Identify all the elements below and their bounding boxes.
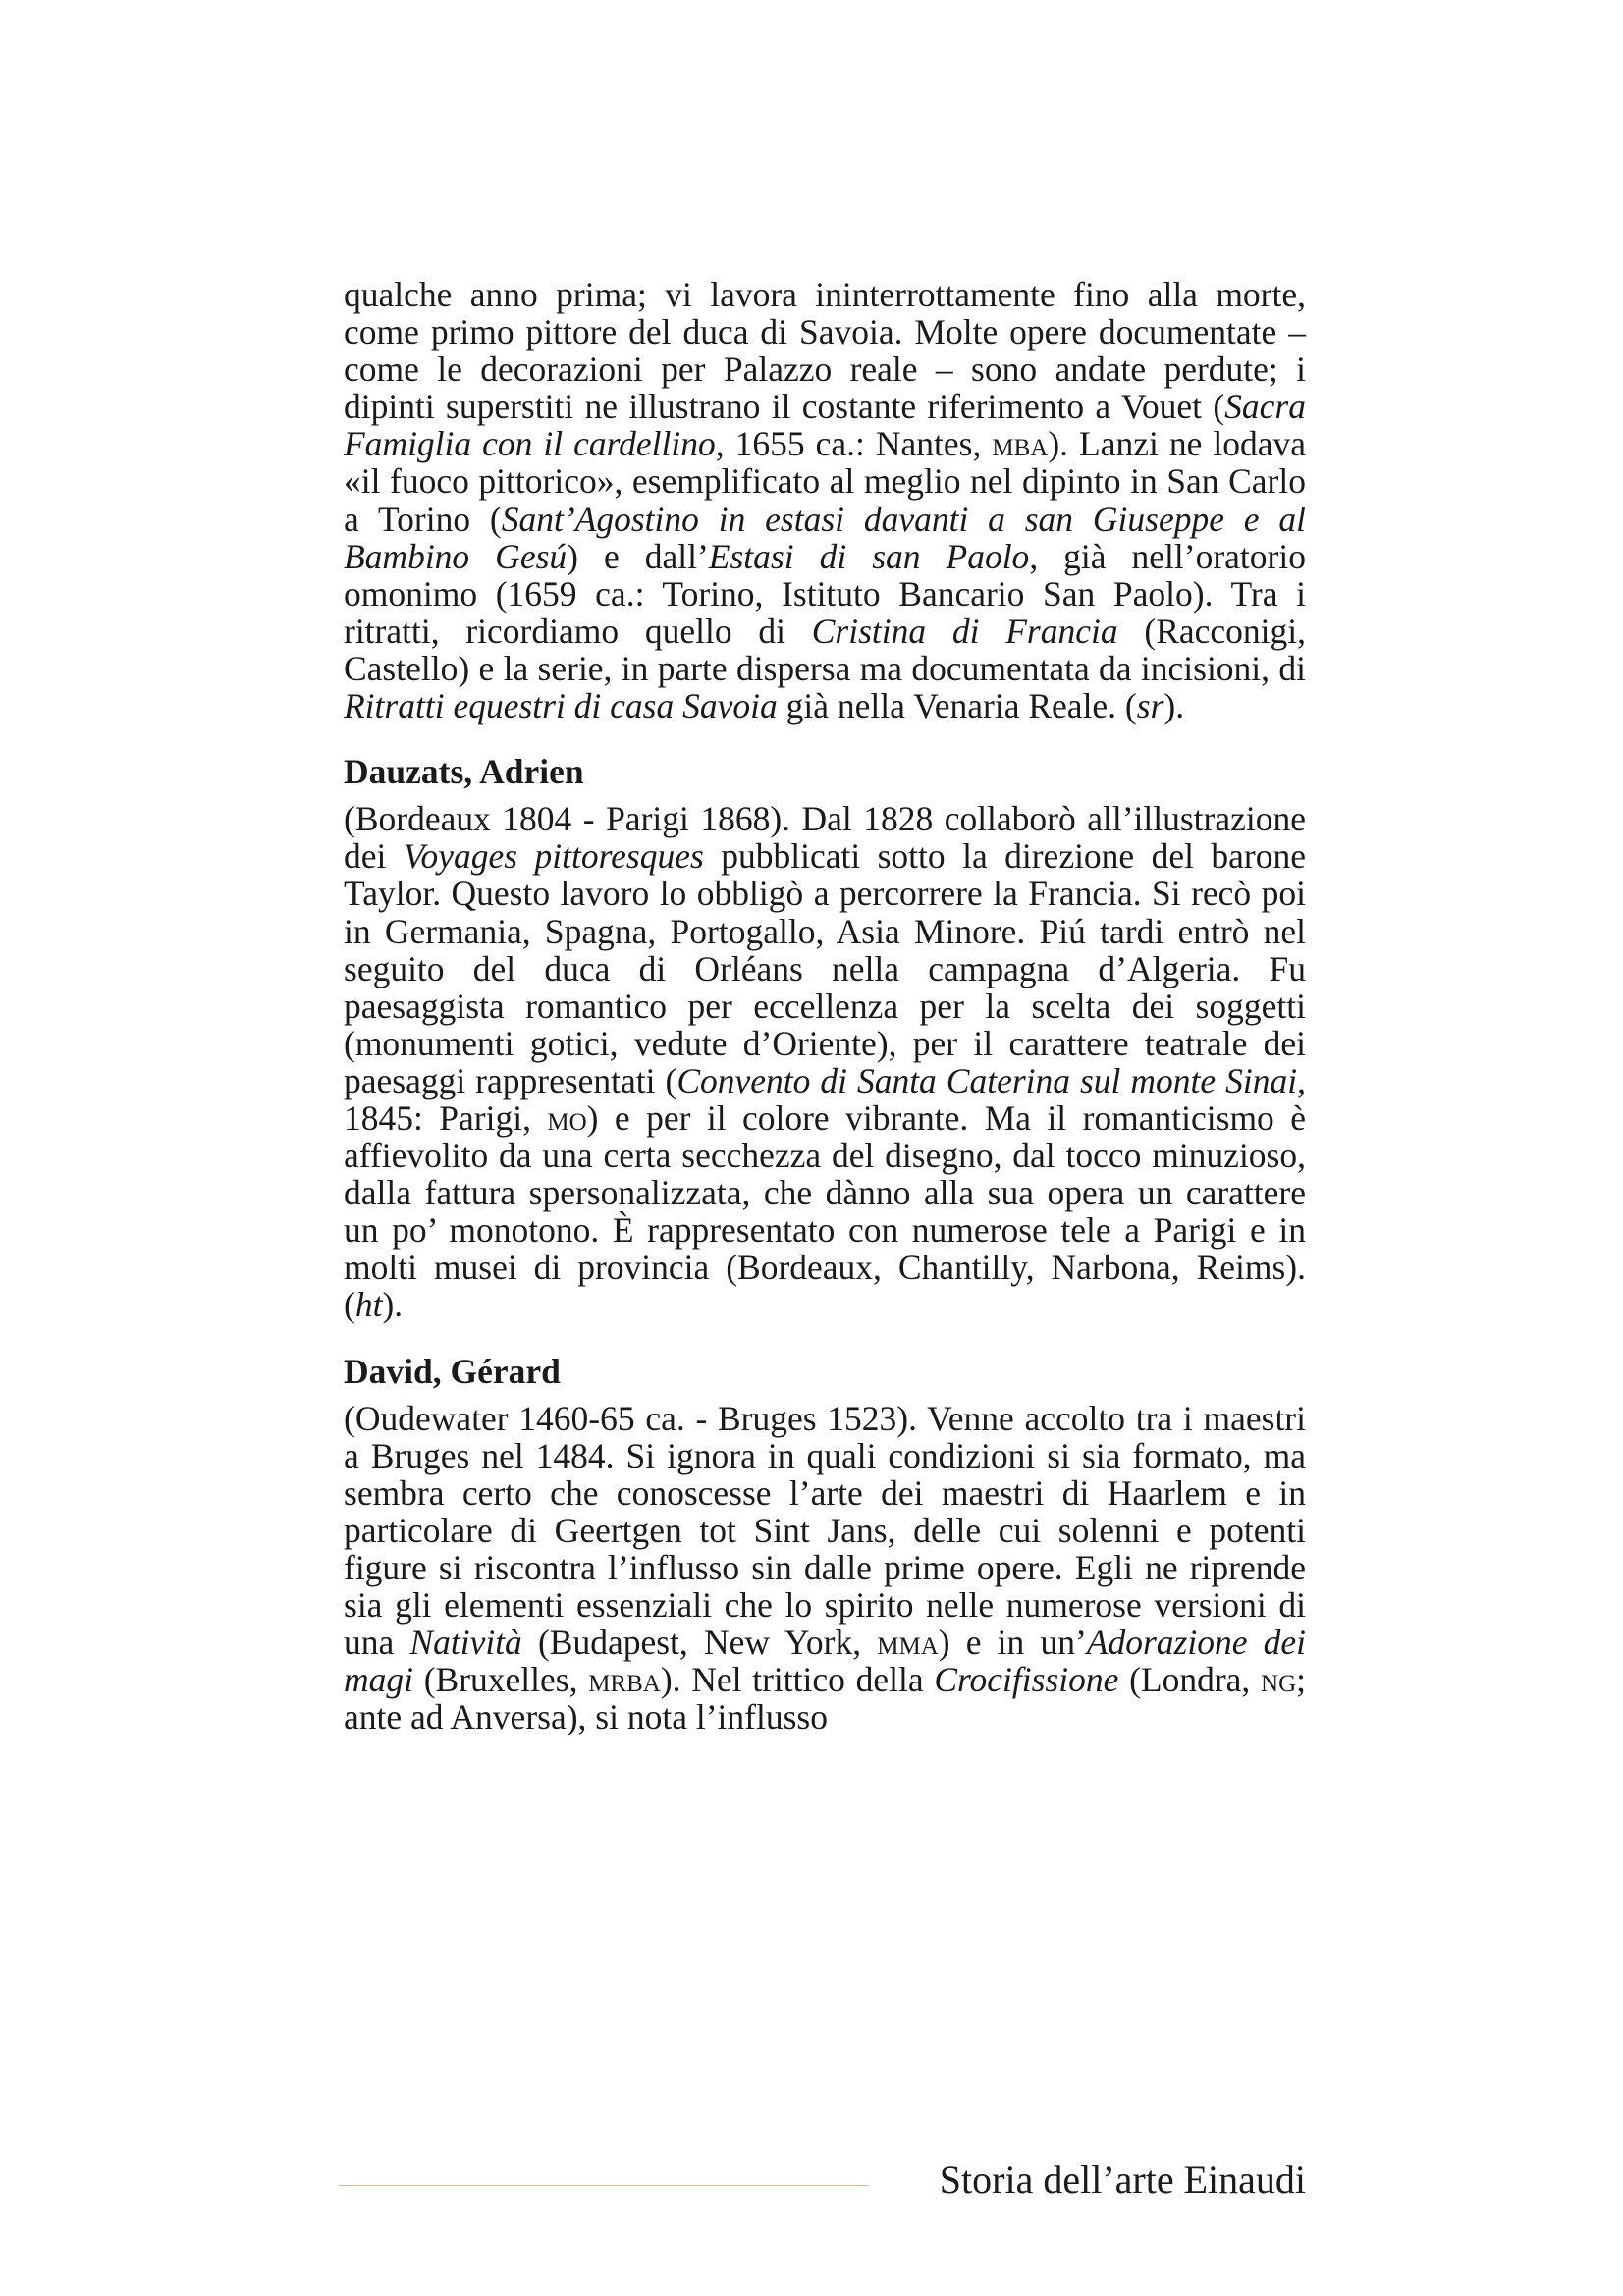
text-run: (Bruxelles,	[413, 1660, 589, 1700]
entry-title-david: David, Gérard	[344, 1351, 561, 1391]
small-caps-abbreviation: ng	[1261, 1660, 1297, 1700]
italic-run: Sant’Agostino in estasi davanti a san Giuseppe e al Bambino Gesú	[344, 499, 1306, 576]
text-run: (Budapest, New York,	[521, 1623, 878, 1663]
text-run: ) e in un’	[938, 1623, 1087, 1663]
text-run: (Racconigi, Castello) e la serie, in parte dispersa ma documentata da incisioni, di	[344, 611, 1307, 688]
italic-run: ht	[354, 1285, 383, 1325]
italic-run: Cristina di Francia	[811, 611, 1118, 651]
italic-run: Natività	[409, 1623, 522, 1663]
entry-body-david	[344, 1400, 1306, 1736]
text-run: ).	[1163, 686, 1185, 726]
text-run: , 1845: Parigi,	[344, 1060, 1306, 1138]
italic-run: Sacra Famiglia con il cardellino	[344, 387, 1306, 464]
text-run: , 1655 ca.: Nantes,	[715, 424, 993, 464]
entry-spacer	[344, 1324, 1306, 1353]
text-run: pubblicati sotto la direzione del barone Taylor. Questo lavoro lo obbligò a percorrere la Francia. Si recò poi in Germania, Spagna, Portogallo, Asia Minore. Piú tardi entrò nel seguito del duca di Orléans nella campagna d’Algeria. Fu paesaggista romantico per eccellenza per la scelta dei soggetti (monumenti gotici, vedute d’Oriente), per il carattere teatrale dei paesaggi rappresentati (	[344, 836, 1306, 1100]
text-run: già nella Venaria Reale. (	[777, 686, 1137, 726]
text-run: , già nell’oratorio omonimo (1659 ca.: Torino, Istituto Bancario San Paolo). Tra i ritratti, ricordiamo quello di	[344, 536, 1306, 651]
text-run: (Bordeaux 1804 - Parigi 1868). Dal 1828 collaborò all’illustrazione dei	[344, 799, 1306, 877]
small-caps-abbreviation: mo	[547, 1097, 587, 1138]
footer-title: Storia dell’arte Einaudi	[939, 2158, 1306, 2202]
text-column	[344, 276, 1306, 1735]
small-caps-abbreviation: mrba	[588, 1660, 661, 1700]
text-run: ). Nel trittico della	[660, 1660, 935, 1700]
text-run: ).	[382, 1285, 404, 1325]
italic-run: sr	[1136, 686, 1164, 726]
text-run: qualche anno prima; vi lavora ininterrottamente fino alla morte, come primo pittore del duca di Savoia. Molte opere documentate – come le decorazioni per Palazzo reale – sono andate perdute; i dipinti superstiti ne illustrano il costante riferimento a Vouet (	[344, 275, 1306, 427]
text-run: ) e dall’	[567, 536, 709, 576]
italic-run: Crocifissione	[934, 1660, 1119, 1700]
italic-run: Voyages pittoresques	[403, 836, 704, 877]
text-run: (Oudewater 1460-65 ca. - Bruges 1523). Venne accolto tra i maestri a Bruges nel 1484. Si ignora in quali condizioni si sia formato, ma sembra certo che conoscesse l’arte dei maestri di Haarlem e in particolare di Geertgen tot Sint Jans, delle cui solenni e potenti figure si riscontra l’influsso sin dalle prime opere. Egli ne riprende sia gli elementi essenziali che lo spirito nelle numerose versioni di una	[344, 1398, 1306, 1663]
entry-continuation-body	[344, 276, 1306, 724]
footer-rule	[339, 2185, 869, 2186]
italic-run: Adorazione dei magi	[344, 1623, 1306, 1700]
text-run: ). Lanzi ne lodava «il fuoco pittorico», esemplificato al meglio nel dipinto in San Carlo a Torino (	[344, 424, 1306, 539]
entry-body-dauzats	[344, 800, 1306, 1323]
text-run: (Londra,	[1118, 1660, 1262, 1700]
text-run: ; ante ad Anversa), si nota l’influsso	[344, 1660, 1306, 1737]
entry-title-dauzats: Dauzats, Adrien	[344, 752, 584, 792]
italic-run: Convento di Santa Caterina sul monte Sinai	[676, 1060, 1298, 1100]
italic-run: Ritratti equestri di casa Savoia	[344, 686, 778, 726]
entry-spacer	[344, 724, 1306, 753]
small-caps-abbreviation: mma	[877, 1623, 939, 1663]
italic-run: Estasi di san Paolo	[708, 536, 1030, 576]
text-run: ) e per il colore vibrante. Ma il romanticismo è affievolito da una certa secchezza del disegno, dal tocco minuzioso, dalla fattura spersonalizzata, che dànno alla sua opera un carattere un po’ monotono. È rappresentato con numerose tele a Parigi e in molti musei di provincia (Bordeaux, Chantilly, Narbona, Reims). (	[344, 1097, 1306, 1325]
small-caps-abbreviation: mba	[992, 424, 1049, 464]
